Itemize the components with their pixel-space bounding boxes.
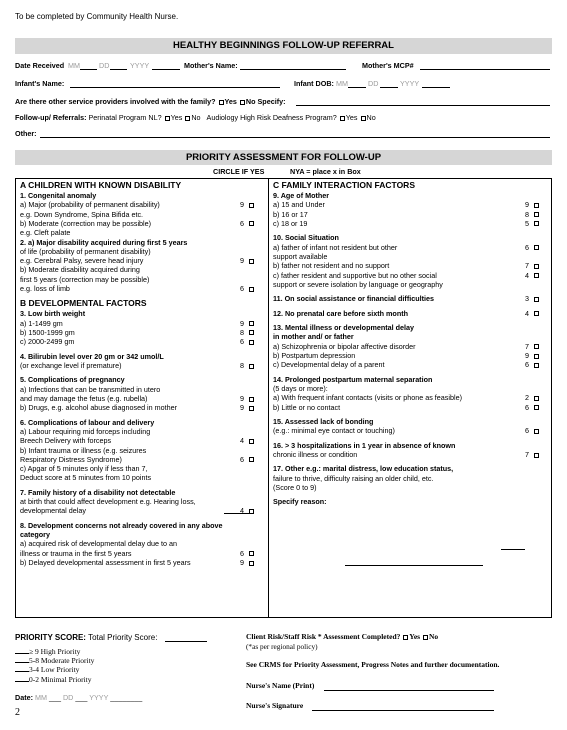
item-score[interactable]: 8 (240, 327, 244, 337)
assessment-item: a) father of infant not resident but other (273, 242, 398, 252)
assessment-item: 5. Complications of pregnancy (20, 375, 125, 385)
page-number: 2 (15, 707, 20, 718)
assessment-item: illness or trauma in the first 5 years (20, 548, 132, 558)
audiology-program-label: Audiology High Risk Deafness Program? (206, 113, 337, 122)
item-score[interactable]: 6 (240, 218, 244, 228)
nya-checkbox[interactable] (249, 287, 254, 292)
item-score[interactable]: 9 (240, 200, 244, 210)
item-score[interactable]: 9 (525, 200, 529, 210)
assessment-item: 3. Low birth weight (20, 309, 86, 319)
right-column (273, 178, 549, 618)
assessment-item: a) Labour requiring mid forceps including (20, 426, 151, 436)
audiology-yes-label: Yes (345, 113, 358, 122)
assessment-item: category (20, 530, 50, 540)
assessment-item: b) Delayed developmental assessment in first 5 years (20, 558, 191, 568)
assessment-item: support or severe isolation by language or geography (273, 279, 443, 289)
item-score[interactable]: 6 (240, 548, 244, 558)
infant-dob-label: Infant DOB: (294, 79, 334, 88)
assessment-item: c) Apgar of 5 minutes only if less than 7, (20, 464, 148, 474)
nya-checkbox[interactable] (534, 311, 539, 316)
assessment-item: 1. Congenital anomaly (20, 191, 97, 200)
nya-checkbox[interactable] (534, 354, 539, 359)
assessment-item: in mother and/ or father (273, 332, 354, 342)
risk-yes-checkbox[interactable] (403, 635, 408, 640)
assessment-item: 11. On social assistance or financial difficulties (273, 294, 434, 304)
nurse-name-label: Nurse's Name (Print) (246, 681, 315, 690)
specify-field[interactable] (296, 105, 550, 106)
nya-checkbox[interactable] (534, 245, 539, 250)
providers-yes-label: Yes (224, 97, 237, 106)
item-score[interactable]: 9 (240, 393, 244, 403)
assessment-item: Breech Delivery with forceps (20, 436, 112, 446)
assessment-item: developmental delay (20, 506, 86, 516)
item-score[interactable]: 6 (240, 284, 244, 293)
date-received-dd[interactable]: DD (99, 61, 110, 70)
assessment-item: 17. Other e.g.: marital distress, low education status, (273, 464, 454, 474)
nurse-signature-field[interactable] (312, 710, 494, 711)
assessment-item: 6. Complications of labour and delivery (20, 417, 155, 427)
assessment-item: Respiratory Distress Syndrome) (20, 454, 122, 464)
specify-reason-field[interactable] (345, 565, 483, 566)
nya-checkbox[interactable] (534, 221, 539, 226)
assessment-item: a) Infections that can be transmitted in utero (20, 384, 161, 394)
nya-checkbox[interactable] (534, 264, 539, 269)
assessment-item: and may damage the fetus (e.g. rubella) (20, 393, 148, 403)
assessment-item: (5 days or more): (273, 383, 328, 393)
assessment-item: e.g. loss of limb (20, 284, 70, 293)
nya-checkbox[interactable] (249, 221, 254, 226)
assessment-item: (or exchange level if premature) (20, 360, 122, 370)
referral-title: HEALTHY BEGINNINGS FOLLOW-UP REFERRAL (15, 38, 552, 54)
assessment-item: 4. Bilirubin level over 20 gm or 342 umol/L (20, 351, 164, 361)
legend-moderate: 5-8 Moderate Priority (29, 656, 95, 666)
providers-yes-checkbox[interactable] (219, 100, 224, 105)
item-score[interactable]: 6 (525, 360, 529, 370)
assessment-item: b) 16 or 17 (273, 209, 308, 219)
assessment-item: chronic illness or condition (273, 450, 358, 459)
crms-note: See CRMS for Priority Assessment, Progress Notes and further documentation. (246, 660, 500, 669)
priority-title: PRIORITY ASSESSMENT FOR FOLLOW-UP (15, 150, 552, 165)
assessment-item: b) Infant trauma or illness (e.g. seizures (20, 445, 147, 455)
nya-checkbox[interactable] (534, 344, 539, 349)
nya-checkbox[interactable] (534, 396, 539, 401)
assessment-item: a) 15 and Under (273, 200, 325, 210)
perinatal-yes-label: Yes (170, 113, 183, 122)
nya-checkbox[interactable] (249, 406, 254, 411)
perinatal-no-checkbox[interactable] (185, 116, 190, 121)
nya-checkbox[interactable] (534, 203, 539, 208)
perinatal-yes-checkbox[interactable] (165, 116, 170, 121)
item-score[interactable]: 6 (240, 454, 244, 464)
footer-date-yyyy[interactable]: YYYY (89, 693, 109, 702)
mothers-mcp-label: Mother's MCP# (362, 61, 414, 70)
audiology-no-checkbox[interactable] (361, 116, 366, 121)
item-score[interactable]: 9 (240, 403, 244, 413)
column-divider (268, 178, 269, 618)
assessment-item: b) Moderate (correction may be possible) (20, 218, 152, 228)
section-heading: C FAMILY INTERACTION FACTORS (273, 180, 415, 190)
assessment-item: 2. a) Major disability acquired during first 5 years (20, 237, 188, 247)
risk-no-label: No (428, 632, 439, 641)
audiology-yes-checkbox[interactable] (340, 116, 345, 121)
item-score[interactable]: 9 (240, 558, 244, 568)
nya-checkbox[interactable] (534, 429, 539, 434)
client-risk-question: Client Risk/Staff Risk * Assessment Completed? (246, 632, 401, 641)
completion-note: To be completed by Community Health Nurse. (15, 12, 179, 21)
assessment-item: 9. Age of Mother (273, 191, 330, 200)
date-label: Date: (15, 693, 33, 702)
nya-checkbox[interactable] (534, 405, 539, 410)
mothers-mcp-field[interactable] (420, 69, 550, 70)
assessment-item: (Score 0 to 9) (273, 483, 317, 493)
assessment-item: (e.g.: minimal eye contact or touching) (273, 426, 395, 436)
perinatal-program-label: Perinatal Program NL? (88, 113, 162, 122)
assessment-item: e.g. Cleft palate (20, 228, 71, 238)
date-received-yyyy[interactable]: YYYY (130, 61, 150, 70)
item-score[interactable]: 4 (240, 506, 244, 516)
circle-if-yes-note: CIRCLE IF YES (213, 167, 265, 176)
nya-checkbox[interactable] (249, 364, 254, 369)
regional-policy-note: (*as per regional policy) (246, 642, 318, 651)
assessment-item: Specify reason: (273, 497, 327, 507)
nya-checkbox[interactable] (534, 297, 539, 302)
followup-label: Follow-up/ Referrals: (15, 113, 87, 122)
assessment-item: a) 1-1499 gm (20, 318, 63, 328)
item-score[interactable]: 4 (525, 308, 529, 318)
section-heading: A CHILDREN WITH KNOWN DISABILITY (20, 180, 182, 190)
assessment-item: a) With frequent infant contacts (visits or phone as feasible) (273, 393, 462, 403)
perinatal-no-label: No (191, 113, 201, 122)
item-score[interactable]: 3 (525, 294, 529, 304)
item-score[interactable]: 8 (240, 360, 244, 370)
assessment-item: b) Postpartum depression (273, 350, 356, 360)
section-heading: B DEVELOPMENTAL FACTORS (20, 298, 147, 309)
assessment-item: at birth that could affect development e.g. Hearing loss, (20, 497, 196, 507)
infant-dob-yyyy[interactable]: YYYY (400, 79, 420, 88)
assessment-item: b) father not resident and no support (273, 261, 390, 271)
other-label: Other: (15, 129, 37, 138)
nya-checkbox[interactable] (534, 363, 539, 368)
total-priority-field[interactable] (165, 641, 207, 642)
risk-no-checkbox[interactable] (423, 635, 428, 640)
date-received-mm[interactable]: MM (68, 61, 80, 70)
assessment-item: support available (273, 251, 328, 261)
providers-no-checkbox[interactable] (240, 100, 245, 105)
nya-checkbox[interactable] (249, 551, 254, 556)
assessment-item: 16. > 3 hospitalizations in 1 year in absence of known (273, 440, 456, 450)
assessment-item: 14. Prolonged postpartum maternal separation (273, 374, 433, 384)
assessment-item: a) acquired risk of developmental delay due to an (20, 539, 178, 549)
item-score[interactable]: 9 (240, 318, 244, 328)
total-priority-label: Total Priority Score: (88, 633, 158, 642)
audiology-no-label: No (366, 113, 376, 122)
item-score[interactable]: 6 (525, 242, 529, 252)
nya-checkbox[interactable] (249, 397, 254, 402)
nya-checkbox[interactable] (249, 340, 254, 345)
nurse-signature-label: Nurse's Signature (246, 701, 304, 710)
assessment-item: 15. Assessed lack of bonding (273, 416, 374, 426)
assessment-item: c) 18 or 19 (273, 218, 308, 228)
nya-checkbox[interactable] (249, 439, 254, 444)
nya-checkbox[interactable] (249, 457, 254, 462)
assessment-item: b) Little or no contact (273, 402, 341, 412)
priority-legend (15, 647, 94, 684)
other-field[interactable] (40, 137, 550, 138)
assessment-item: c) Developmental delay of a parent (273, 360, 385, 370)
item-score[interactable]: 7 (525, 341, 529, 351)
risk-yes-label: Yes (409, 632, 421, 641)
item-score[interactable]: 4 (525, 270, 529, 280)
assessment-item: 13. Mental illness or developmental delay (273, 323, 415, 333)
other-providers-question: Are there other service providers involved with the family? (15, 97, 216, 106)
assessment-item: a) Major (probability of permanent disability) (20, 200, 160, 210)
item-score[interactable]: 7 (525, 450, 529, 459)
nya-checkbox[interactable] (534, 212, 539, 217)
mothers-name-field[interactable] (240, 69, 346, 70)
other-score-field[interactable] (501, 549, 525, 550)
assessment-item: failure to thrive, difficulty raising an older child, etc. (273, 473, 434, 483)
assessment-item: b) Moderate disability acquired during (20, 265, 140, 275)
item-score[interactable]: 8 (525, 209, 529, 219)
footer-date-dd[interactable]: DD (62, 693, 74, 702)
nya-checkbox[interactable] (534, 453, 539, 458)
nya-checkbox[interactable] (249, 321, 254, 326)
item-score[interactable]: 9 (525, 350, 529, 360)
assessment-item: 12. No prenatal care before sixth month (273, 308, 409, 318)
left-column (20, 178, 264, 618)
assessment-item: 7. Family history of a disability not detectable (20, 487, 176, 497)
assessment-item: 10. Social Situation (273, 233, 339, 243)
nya-note: NYA = place x in Box (290, 167, 361, 176)
nya-checkbox[interactable] (249, 259, 254, 264)
nya-checkbox[interactable] (249, 330, 254, 335)
item-score[interactable]: 5 (525, 218, 529, 228)
assessment-item: c) father resident and supportive but no other social (273, 270, 437, 280)
assessment-item: e.g. Down Syndrome, Spina Bifida etc. (20, 209, 144, 219)
legend-low: 3-4 Low Priority (29, 665, 80, 675)
assessment-item: of life (probability of permanent disability) (20, 246, 151, 256)
nya-checkbox[interactable] (249, 203, 254, 208)
item-score[interactable]: 6 (240, 337, 244, 347)
providers-no-label: No (245, 97, 256, 106)
assessment-item: Deduct score at 5 minutes from 10 points (20, 473, 152, 483)
infant-dob-mm[interactable]: MM (336, 79, 348, 88)
legend-minimal: 0-2 Minimal Priority (29, 674, 92, 684)
infant-dob-dd[interactable]: DD (368, 79, 379, 88)
nya-checkbox[interactable] (249, 561, 254, 566)
assessment-item: 8. Development concerns not already covered in any above (20, 520, 223, 530)
infants-name-label: Infant's Name: (15, 79, 65, 88)
infants-name-field[interactable] (70, 87, 280, 88)
nurse-name-field[interactable] (324, 690, 494, 691)
date-received-label: Date Received (15, 61, 65, 70)
specify-label: Specify: (257, 97, 286, 106)
assessment-item: b) Drugs, e.g. alcohol abuse diagnosed in mother (20, 403, 178, 413)
item-score[interactable]: 6 (525, 426, 529, 436)
item-score[interactable]: 7 (525, 261, 529, 271)
legend-high: ≥ 9 High Priority (29, 647, 81, 656)
assessment-item: a) Schizophrenia or bipolar affective disorder (273, 341, 416, 351)
item-score[interactable]: 2 (525, 393, 529, 403)
mothers-name-label: Mother's Name: (184, 61, 238, 70)
nya-checkbox[interactable] (534, 273, 539, 278)
item-score[interactable]: 9 (240, 256, 244, 266)
item-score[interactable]: 4 (240, 436, 244, 446)
apgar-score-field[interactable] (224, 513, 252, 514)
priority-score-label: PRIORITY SCORE: (15, 633, 86, 642)
assessment-item: first 5 years (correction may be possible) (20, 274, 150, 284)
footer-date-mm[interactable]: MM (34, 693, 47, 702)
assessment-item: b) 1500-1999 gm (20, 327, 75, 337)
assessment-item: c) 2000-2499 gm (20, 337, 75, 347)
item-score[interactable]: 6 (525, 402, 529, 412)
assessment-item: e.g. Cerebral Palsy, severe head injury (20, 256, 144, 266)
